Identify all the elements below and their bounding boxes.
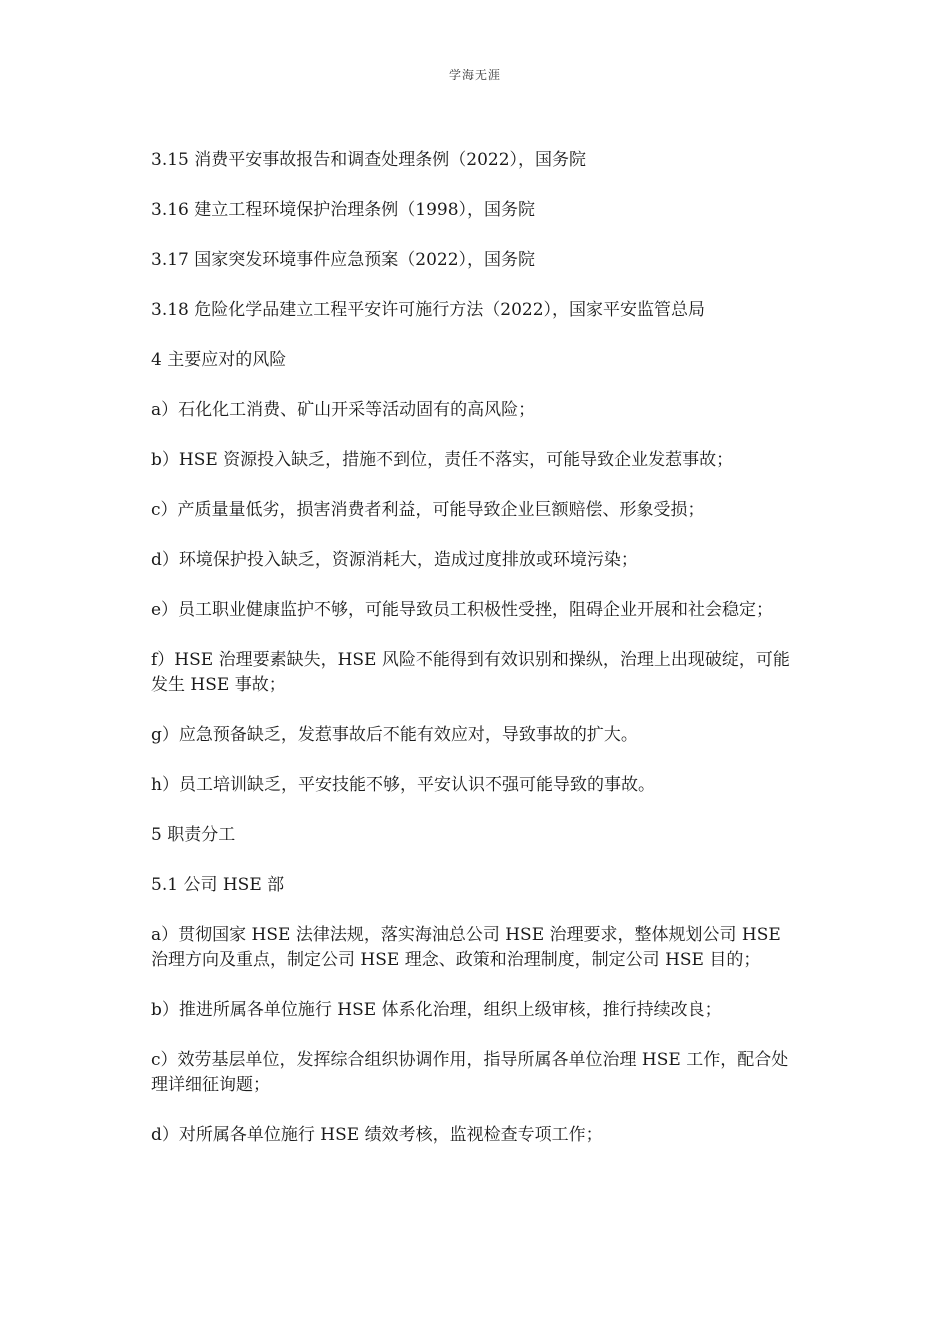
document-body <box>151 148 796 1173</box>
paragraph-3-17: 3.17 国家突发环境事件应急预案（2022），国务院 <box>151 250 536 270</box>
paragraph-3-15: 3.15 消费平安事故报告和调查处理条例（2022），国务院 <box>151 150 587 170</box>
section-heading-5: 5 职责分工 <box>151 825 236 845</box>
section-heading-4: 4 主要应对的风险 <box>151 350 287 370</box>
risk-item-a: a）石化化工消费、矿山开采等活动固有的高风险； <box>151 400 536 420</box>
paragraph-3-18: 3.18 危险化学品建立工程平安许可施行方法（2022），国家平安监管总局 <box>151 300 706 320</box>
duty-item-d: d）对所属各单位施行 HSE 绩效考核，监视检查专项工作； <box>151 1125 603 1145</box>
page-header: 学海无涯 <box>448 68 501 82</box>
risk-item-c: c）产质量量低劣，损害消费者利益，可能导致企业巨额赔偿、形象受损； <box>151 500 705 520</box>
duty-item-a: a）贯彻国家 HSE 法律法规，落实海油总公司 HSE 治理要求，整体规划公司 HSE 治理方向及重点，制定公司 HSE 理念、政策和治理制度，制定公司 HSE 目的； <box>151 925 781 970</box>
risk-item-b: b）HSE 资源投入缺乏，措施不到位，责任不落实，可能导致企业发惹事故； <box>151 450 734 470</box>
paragraph-3-16: 3.16 建立工程环境保护治理条例（1998），国务院 <box>151 200 536 220</box>
risk-item-d: d）环境保护投入缺乏，资源消耗大，造成过度排放或环境污染； <box>151 550 638 570</box>
subsection-heading-5-1: 5.1 公司 HSE 部 <box>151 875 285 895</box>
risk-item-g: g）应急预备缺乏，发惹事故后不能有效应对，导致事故的扩大。 <box>151 725 638 745</box>
risk-item-e: e）员工职业健康监护不够，可能导致员工积极性受挫，阻碍企业开展和社会稳定； <box>151 600 774 620</box>
risk-item-f: f）HSE 治理要素缺失，HSE 风险不能得到有效识别和操纵，治理上出现破绽，可能发生 HSE 事故； <box>151 650 790 695</box>
duty-item-c: c）效劳基层单位，发挥综合组织协调作用，指导所属各单位治理 HSE 工作，配合处理详细征询题； <box>151 1050 789 1095</box>
duty-item-b: b）推进所属各单位施行 HSE 体系化治理，组织上级审核，推行持续改良； <box>151 1000 722 1020</box>
risk-item-h: h）员工培训缺乏，平安技能不够，平安认识不强可能导致的事故。 <box>151 775 655 795</box>
